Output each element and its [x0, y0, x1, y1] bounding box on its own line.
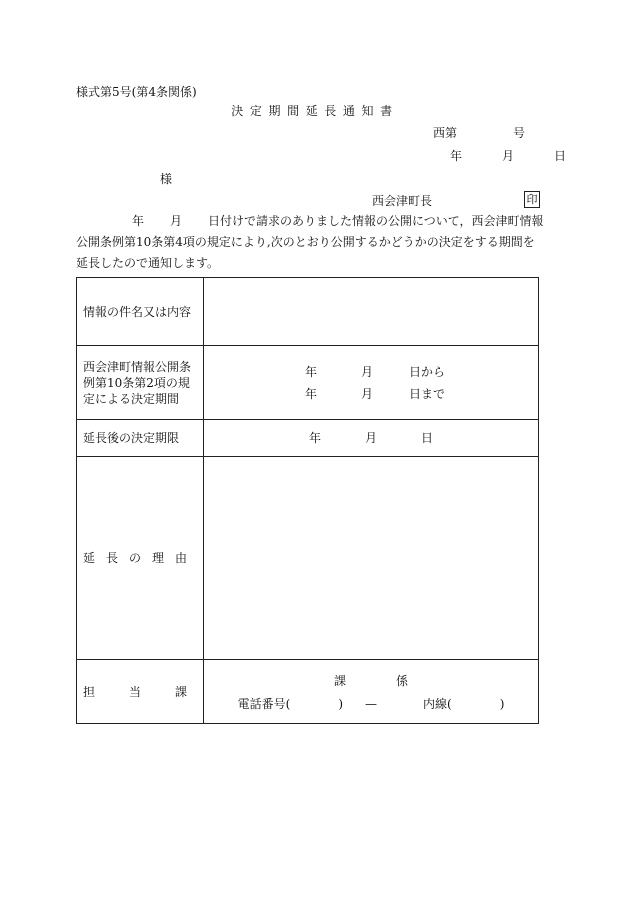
phone-label: 電話番号(	[237, 696, 291, 711]
to-day: 日まで	[408, 386, 445, 401]
subject-value	[204, 278, 539, 346]
section-line	[204, 669, 538, 693]
to-year: 年	[304, 386, 317, 401]
period-from	[204, 361, 538, 383]
form-number: 様式第5号(第4条関係)	[76, 85, 197, 99]
original-period-value	[204, 346, 539, 420]
row-extended-deadline	[77, 420, 539, 457]
row-department	[77, 660, 539, 724]
extension-label: 内線(	[423, 696, 452, 711]
from-year: 年	[304, 364, 317, 379]
extension-close: )	[499, 696, 505, 711]
issue-date-month: 月	[501, 149, 514, 163]
reason-label: 延 長 の 理 由	[77, 457, 204, 660]
issue-date-year: 年	[449, 149, 462, 163]
addressee-suffix: 様	[160, 172, 173, 186]
subsection-label: 係	[396, 673, 409, 688]
to-month: 月	[360, 386, 373, 401]
notice-table	[76, 277, 539, 724]
body-year: 年	[132, 214, 145, 228]
issue-date	[443, 149, 573, 163]
reason-value	[204, 457, 539, 660]
document-number-prefix: 西第	[433, 126, 458, 140]
department-label: 担 当 課	[77, 660, 204, 724]
deadline-year: 年	[308, 431, 321, 445]
original-period-label: 西会津町情報公開条例第10条第2項の規定による決定期間	[77, 346, 204, 420]
row-reason	[77, 457, 539, 660]
extended-deadline-value	[204, 420, 539, 457]
subject-label: 情報の件名又は内容	[77, 278, 204, 346]
section-label: 課	[333, 673, 346, 688]
department-value	[204, 660, 539, 724]
from-month: 月	[360, 364, 373, 379]
row-subject	[77, 278, 539, 346]
notice-body	[76, 211, 546, 274]
row-original-period	[77, 346, 539, 420]
document-number-suffix: 号	[513, 126, 526, 140]
body-month: 月	[170, 214, 183, 228]
document-number	[433, 126, 525, 140]
period-to	[204, 383, 538, 405]
phone-dash: —	[365, 696, 377, 711]
from-day: 日から	[408, 364, 445, 379]
phone-close: )	[338, 696, 343, 711]
extended-deadline-label: 延長後の決定期限	[77, 420, 204, 457]
deadline-day: 日	[420, 431, 433, 445]
seal-box: 印	[524, 191, 540, 208]
sender-name: 西会津町長	[372, 194, 433, 208]
deadline-month: 月	[364, 431, 377, 445]
phone-line	[204, 693, 538, 715]
document-title: 決定期間延長通知書	[231, 104, 399, 118]
issue-date-day: 日	[553, 149, 566, 163]
body-text: 日付けで請求のありました情報の公開について，西会津町情報公開条例第10条第4項の規定により,次のとおり公開するかどうかの決定をする期間を延長したので通知します。	[76, 214, 544, 270]
